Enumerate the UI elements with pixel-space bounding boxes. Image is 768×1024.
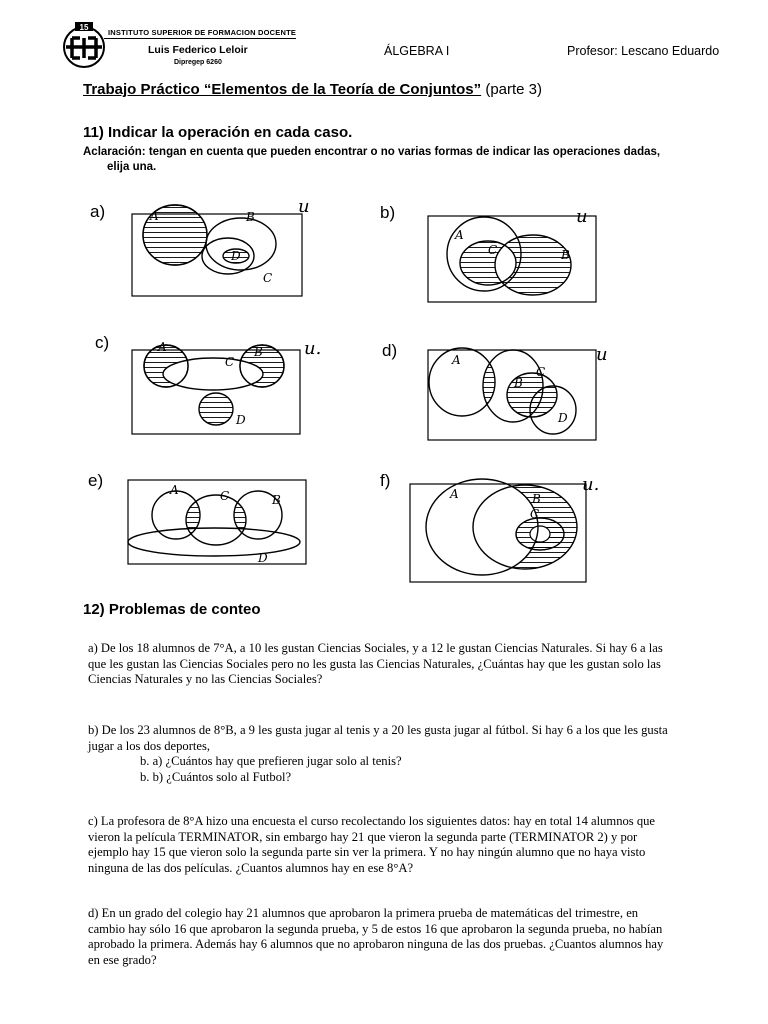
- diagram-c-set-d: D: [236, 413, 246, 427]
- diagram-d-label: d): [382, 341, 398, 360]
- diagram-f-set-c: C: [530, 507, 540, 521]
- diagram-c-set-a: A: [158, 340, 167, 354]
- note-line-1: Aclaración: tengan en cuenta que pueden encontrar o no varias formas de indicar las operaciones dadas,: [83, 146, 661, 158]
- diagram-c: [95, 333, 321, 434]
- page-title: [83, 81, 542, 98]
- problem-b: [88, 723, 678, 785]
- diagram-a-label: a): [90, 202, 106, 221]
- note-line-2: elija una.: [107, 161, 157, 173]
- diagram-e-set-a: A: [170, 483, 179, 497]
- problem-b-text: b) De los 23 alumnos de 8°B, a 9 les gusta jugar al tenis y a 20 les gusta jugar al fútbol. Si hay 6 a los que les gusta jugar a los dos deportes,: [88, 723, 668, 753]
- diagram-d-set-d: D: [558, 411, 568, 425]
- title-main: Trabajo Práctico “Elementos de la Teoría de Conjuntos”: [83, 81, 482, 98]
- diagram-d-set-c: C: [536, 365, 546, 379]
- diagram-d-set-a: A: [452, 353, 461, 367]
- problem-d: d) En un grado del colegio hay 21 alumnos que aprobaron la primera prueba de matemáticas del trimestre, en cambio hay sólo 16 que aprobaron la segunda prueba, y 5 de estos 16 que aprobaron la segunda prueba, no habían aprobado la primera. Además hay 6 alumnos que no aprobaron ninguna de las dos pruebas. ¿Cuantos alumnos hay en ese grado?: [88, 906, 664, 967]
- diagram-c-set-c: C: [225, 355, 235, 369]
- diagram-b-universe: u: [576, 206, 588, 227]
- venn-diagrams: [0, 190, 768, 600]
- problem-b-question-1: b. a) ¿Cuántos hay que prefieren jugar solo al tenis?: [140, 754, 402, 768]
- diagram-e-set-c: C: [220, 489, 230, 503]
- header-divider: [104, 38, 296, 39]
- diagram-c-set-b: B: [254, 345, 263, 359]
- diagram-b-set-a: A: [455, 228, 464, 242]
- diagram-c-universe: u.: [304, 338, 322, 359]
- professor-name: Profesor: Lescano Eduardo: [567, 44, 720, 58]
- logo-number: 15: [79, 23, 89, 32]
- diagram-b-set-b: B: [561, 248, 570, 262]
- diagram-b-set-c: C: [488, 243, 498, 257]
- diagram-c-label: c): [95, 333, 110, 352]
- title-part: (parte 3): [485, 81, 543, 98]
- diagram-a-set-b: B: [246, 210, 255, 224]
- diagram-e-set-d: D: [258, 551, 268, 565]
- diagram-f: [380, 471, 599, 582]
- section-11-note: [83, 145, 713, 175]
- diagram-e-set-b: B: [272, 493, 281, 507]
- problem-a: a) De los 18 alumnos de 7°A, a 10 les gustan Ciencias Sociales, y a 12 le gustan Ciencias Naturales. Si hay 6 a las que les gustan las Ciencias Sociales pero no les gusta las Ciencias Naturales, ¿Cuántas hay que les gustan solo las Ciencias Naturales y no las Ciencias Sociales?: [88, 641, 663, 686]
- diagram-a-set-c: C: [263, 271, 273, 285]
- problem-c: c) La profesora de 8°A hizo una encuesta el curso recolectando los siguientes datos: hay en total 14 alumnos que vieron la película TERMINATOR, sin embargo hay 21 que vieron la segunda parte (TERMINATOR 2) y por ejemplo hay 15 que vieron solo la segunda parte sin ver la primera. Y no hay ningún alumno que no haya visto ninguna de las dos películas. ¿Cuantos alumnos hay en ese 8°A?: [88, 814, 656, 875]
- diagram-a-set-a: A: [150, 209, 159, 223]
- diagram-d-set-b: B: [514, 376, 523, 390]
- subject-name: ÁLGEBRA I: [384, 44, 450, 58]
- section-12-heading: 12) Problemas de conteo: [83, 601, 261, 618]
- diagram-f-set-a: A: [450, 487, 459, 501]
- diagram-e-label: e): [88, 471, 104, 490]
- institute-person: Luis Federico Leloir: [148, 44, 248, 56]
- institute-name: INSTITUTO SUPERIOR DE FORMACION DOCENTE: [108, 28, 297, 37]
- section-11-heading: 11) Indicar la operación en cada caso.: [83, 124, 353, 141]
- diagram-a: [90, 196, 310, 296]
- diagram-f-set-b: B: [532, 492, 541, 506]
- diagram-b: [380, 203, 596, 302]
- diagram-a-set-d: D: [231, 249, 241, 263]
- diagram-d: [382, 341, 608, 440]
- problem-b-question-2: b. b) ¿Cuántos solo al Futbol?: [140, 769, 292, 784]
- diagram-f-universe: u.: [582, 474, 600, 495]
- institute-code: Dipregep 6260: [174, 59, 222, 66]
- diagram-b-label: b): [380, 203, 396, 222]
- diagram-e: [88, 471, 306, 565]
- institute-logo: [58, 20, 110, 70]
- diagram-a-universe: u: [298, 196, 310, 217]
- diagram-f-label: f): [380, 471, 391, 490]
- diagram-d-universe: u: [596, 344, 608, 365]
